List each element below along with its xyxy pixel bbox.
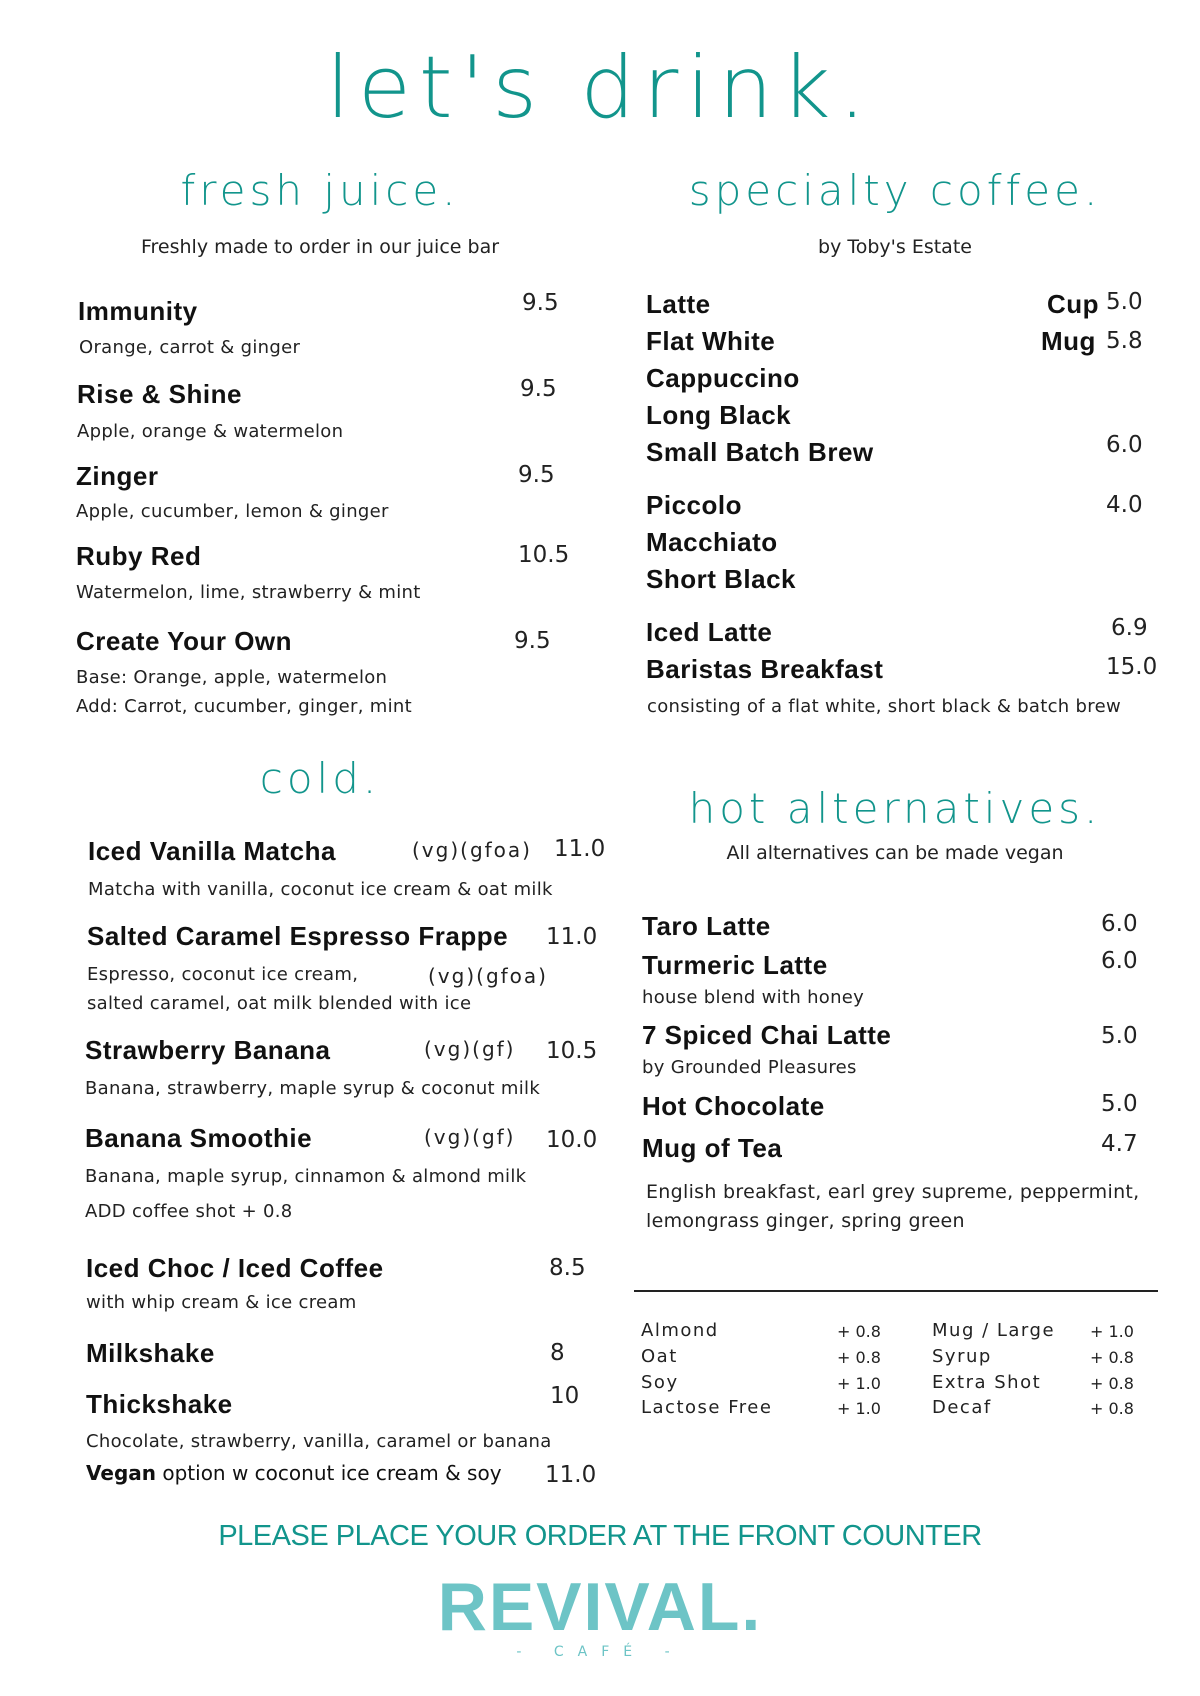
juice-item-name: Create Your Own bbox=[76, 626, 293, 656]
hot-heading: hot alternatives. bbox=[688, 784, 1102, 833]
juice-item-price: 10.5 bbox=[518, 542, 570, 568]
tea-desc: English breakfast, earl grey supreme, peppermint, bbox=[646, 1181, 1140, 1203]
extra-name: Soy bbox=[641, 1372, 679, 1393]
cup-label: Cup bbox=[1047, 289, 1100, 319]
coffee-item-name: Macchiato bbox=[646, 527, 778, 557]
page-title: let's drink. bbox=[326, 38, 874, 138]
order-instruction: PLEASE PLACE YOUR ORDER AT THE FRONT COUNTER bbox=[218, 1520, 982, 1552]
coffee-item-name: Long Black bbox=[646, 400, 792, 430]
breakfast-price: 15.0 bbox=[1106, 654, 1158, 680]
cup-price: 5.0 bbox=[1106, 289, 1143, 315]
hot-item-price: 6.0 bbox=[1101, 911, 1138, 937]
coffee-subtitle: by Toby's Estate bbox=[818, 236, 972, 258]
mug-label: Mug bbox=[1041, 326, 1096, 356]
coffee-item-name: Flat White bbox=[646, 326, 776, 356]
juice-item-desc: Base: Orange, apple, watermelon bbox=[76, 667, 388, 688]
hot-item-price: 6.0 bbox=[1101, 948, 1138, 974]
hot-item-name: Taro Latte bbox=[642, 911, 771, 941]
hot-item-name: Turmeric Latte bbox=[642, 950, 828, 980]
piccolo-price: 4.0 bbox=[1106, 492, 1143, 518]
juice-item-desc: Apple, cucumber, lemon & ginger bbox=[76, 501, 389, 522]
cold-heading: cold. bbox=[259, 754, 381, 803]
brand-logo: REVIVAL. bbox=[437, 1569, 763, 1645]
hot-item-name: 7 Spiced Chai Latte bbox=[642, 1020, 892, 1050]
breakfast-desc: consisting of a flat white, short black & batch brew bbox=[647, 696, 1121, 717]
iced-latte-price: 6.9 bbox=[1111, 615, 1148, 641]
vegan-rest: option w coconut ice cream & soy bbox=[156, 1461, 502, 1485]
vegan-bold: Vegan bbox=[86, 1461, 156, 1485]
hot-item-price: 5.0 bbox=[1101, 1023, 1138, 1049]
coffee-item-name: Latte bbox=[646, 289, 711, 319]
cold-item-price: 8.5 bbox=[549, 1255, 586, 1281]
divider bbox=[634, 1290, 1158, 1292]
cold-item-price: 10.0 bbox=[546, 1127, 598, 1153]
extra-price: + 1.0 bbox=[1090, 1322, 1134, 1341]
juice-item-name: Zinger bbox=[76, 461, 159, 491]
extra-name: Oat bbox=[641, 1346, 678, 1367]
extra-price: + 1.0 bbox=[837, 1374, 881, 1393]
extra-price: + 0.8 bbox=[837, 1322, 881, 1341]
extra-name: Decaf bbox=[932, 1397, 992, 1418]
brand-subtitle: - CAFÉ - bbox=[516, 1644, 684, 1660]
juice-item-price: 9.5 bbox=[518, 462, 555, 488]
extra-name: Almond bbox=[641, 1320, 719, 1341]
juice-item-name: Immunity bbox=[78, 296, 198, 326]
juice-item-price: 9.5 bbox=[514, 628, 551, 654]
juice-item-name: Ruby Red bbox=[76, 541, 202, 571]
coffee-item-name: Iced Latte bbox=[646, 617, 773, 647]
cold-item-desc: with whip cream & ice cream bbox=[86, 1292, 357, 1313]
mug-price: 5.8 bbox=[1106, 328, 1143, 354]
hot-item-price: 5.0 bbox=[1101, 1091, 1138, 1117]
cold-item-name: Milkshake bbox=[86, 1338, 215, 1368]
cold-item-name: Strawberry Banana bbox=[85, 1035, 331, 1065]
juice-item-desc: Add: Carrot, cucumber, ginger, mint bbox=[76, 696, 413, 717]
hot-item-name: Hot Chocolate bbox=[642, 1091, 825, 1121]
diet-tag: (vg)(gf) bbox=[424, 1125, 516, 1149]
coffee-item-name: Cappuccino bbox=[646, 363, 800, 393]
cold-item-name: Banana Smoothie bbox=[85, 1123, 313, 1153]
cold-item-name: Iced Choc / Iced Coffee bbox=[86, 1253, 384, 1283]
diet-tag: (vg)(gfoa) bbox=[428, 964, 548, 988]
extra-name: Syrup bbox=[932, 1346, 992, 1367]
cold-item-name: Salted Caramel Espresso Frappe bbox=[87, 921, 509, 951]
cold-item-price: 8 bbox=[550, 1340, 565, 1366]
coffee-item-name: Piccolo bbox=[646, 490, 742, 520]
cold-item-price: 11.0 bbox=[554, 836, 606, 862]
diet-tag: (vg)(gf) bbox=[424, 1037, 516, 1061]
tea-desc: lemongrass ginger, spring green bbox=[646, 1210, 965, 1232]
cold-item-desc: ADD coffee shot + 0.8 bbox=[85, 1201, 293, 1222]
juice-item-price: 9.5 bbox=[522, 290, 559, 316]
cold-item-desc: Chocolate, strawberry, vanilla, caramel or banana bbox=[86, 1431, 552, 1452]
diet-tag: (vg)(gfoa) bbox=[412, 838, 532, 862]
cold-item-desc: Banana, maple syrup, cinnamon & almond milk bbox=[85, 1166, 527, 1187]
extra-name: Extra Shot bbox=[932, 1372, 1042, 1393]
hot-item-name: Mug of Tea bbox=[642, 1133, 783, 1163]
coffee-item-name: Short Black bbox=[646, 564, 796, 594]
cold-item-name: Iced Vanilla Matcha bbox=[88, 836, 336, 866]
cold-item-price: 10 bbox=[550, 1383, 580, 1409]
cold-item-price: 11.0 bbox=[546, 924, 598, 950]
extra-price: + 0.8 bbox=[1090, 1399, 1134, 1418]
juice-item-desc: Apple, orange & watermelon bbox=[77, 421, 344, 442]
cold-item-desc: Espresso, coconut ice cream, bbox=[87, 964, 359, 985]
cold-item-desc: Banana, strawberry, maple syrup & coconut milk bbox=[85, 1078, 541, 1099]
extra-price: + 0.8 bbox=[837, 1348, 881, 1367]
hot-subtitle: All alternatives can be made vegan bbox=[726, 842, 1064, 864]
extra-price: + 0.8 bbox=[1090, 1348, 1134, 1367]
extra-name: Mug / Large bbox=[932, 1320, 1056, 1341]
hot-item-desc: house blend with honey bbox=[642, 987, 865, 1008]
coffee-item-name: Small Batch Brew bbox=[646, 437, 874, 467]
extra-price: + 0.8 bbox=[1090, 1374, 1134, 1393]
hot-item-desc: by Grounded Pleasures bbox=[642, 1057, 857, 1078]
vegan-option bbox=[86, 1461, 502, 1485]
coffee-item-name: Baristas Breakfast bbox=[646, 654, 884, 684]
cold-item-desc: salted caramel, oat milk blended with ice bbox=[87, 993, 472, 1014]
extra-price: + 1.0 bbox=[837, 1399, 881, 1418]
juice-heading: fresh juice. bbox=[180, 166, 460, 215]
juice-item-desc: Watermelon, lime, strawberry & mint bbox=[76, 582, 421, 603]
juice-item-name: Rise & Shine bbox=[77, 379, 242, 409]
juice-item-price: 9.5 bbox=[520, 376, 557, 402]
cold-item-price: 10.5 bbox=[546, 1038, 598, 1064]
juice-item-desc: Orange, carrot & ginger bbox=[79, 337, 301, 358]
juice-subtitle: Freshly made to order in our juice bar bbox=[140, 236, 500, 258]
cold-item-desc: Matcha with vanilla, coconut ice cream & oat milk bbox=[88, 879, 553, 900]
hot-item-price: 4.7 bbox=[1101, 1131, 1138, 1157]
coffee-heading: specialty coffee. bbox=[688, 166, 1102, 215]
batch-brew-price: 6.0 bbox=[1106, 432, 1143, 458]
cold-item-name: Thickshake bbox=[86, 1389, 233, 1419]
extra-name: Lactose Free bbox=[641, 1397, 773, 1418]
vegan-price: 11.0 bbox=[545, 1462, 597, 1488]
